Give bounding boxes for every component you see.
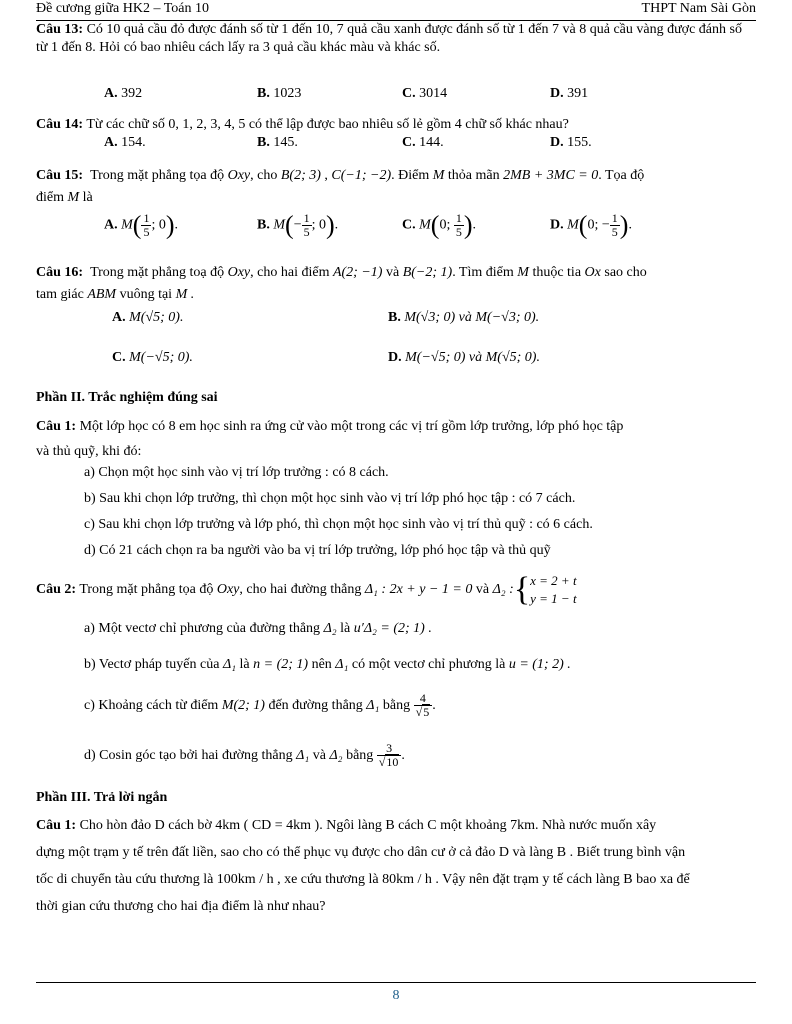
part-2-question-1: Câu 1: Một lớp học có 8 em học sinh ra ứng cử vào một trong các vị trí gồm lớp trưởng, lớp phó học tập và thủ quỹ, khi đó: — [36, 419, 624, 459]
header-school-name: THPT Nam Sài Gòn — [641, 1, 756, 16]
part-2-q2-item-b: b) Vectơ pháp tuyến của Δ₁ là n = (2; 1) nên Δ₁ có một vectơ chỉ phương là u = (1; 2) . — [84, 657, 571, 672]
header-course-title: Đề cương giữa HK2 – Toán 10 — [36, 1, 209, 16]
question-16-option-a[interactable]: A. M(√5; 0). — [112, 310, 184, 325]
part-3-question-1: Câu 1: Cho hòn đảo D cách bờ 4km ( CD = 4km ). Ngôi làng B cách C một khoảng 7km. Nhà nước muốn xây dựng một trạm y tế trên đất liền, sao cho có thể phục vụ được cho dân cư ở cả đảo D và làng B . Biết trung bình vận tốc di chuyển tàu cứu thương là 100km / h , xe cứu thương là 80km / h . Vậy nên đặt trạm y tế cách làng B bao xa để thời gian cứu thương cho hai địa điểm là như nhau? — [36, 818, 690, 914]
page-header — [36, 0, 756, 21]
question-15-option-d[interactable]: D. M(0; − $\frac{1}{5}$ ). — [550, 210, 632, 240]
part-2-q2-item-c: c) Khoảng cách từ điểm M(2; 1) đến đường thẳng Δ₁ bằng $\frac{4}{√5}$ . — [84, 691, 436, 720]
question-14-text: Từ các chữ số 0, 1, 2, 3, 4, 5 có thể lập được bao nhiêu số lẻ gồm 4 chữ số khác nhau? — [86, 117, 569, 132]
question-13-label: Câu 13: — [36, 22, 84, 37]
part-3-title: Phần III. Trả lời ngắn — [36, 790, 168, 805]
question-16-option-b[interactable]: B. M(√3; 0) và M(−√3; 0). — [388, 310, 540, 325]
question-14-label: Câu 14: — [36, 117, 84, 132]
footer-divider — [36, 982, 756, 983]
question-14-option-c[interactable]: C. 144. — [402, 135, 444, 150]
part-2-title: Phần II. Trắc nghiệm đúng sai — [36, 390, 218, 405]
question-13-text: Có 10 quả cầu đỏ được đánh số từ 1 đến 10, 7 quả cầu xanh được đánh số từ 1 đến 7 và 8 quả cầu vàng được đánh số từ 1 đến 8. Hỏi có bao nhiêu cách lấy ra 3 quả cầu khác màu và khác số. — [36, 22, 742, 55]
question-16-label: Câu 16: — [36, 265, 84, 280]
question-16-option-d[interactable]: D. M(−√5; 0) và M(√5; 0). — [388, 350, 540, 365]
question-14-option-b[interactable]: B. 145. — [257, 135, 298, 150]
question-15-label: Câu 15: — [36, 168, 84, 183]
part-2-question-2: Câu 2: Trong mặt phẳng tọa độ Oxy, cho hai đường thẳng Δ₁ : 2x + y − 1 = 0 và Δ₂ :{x = 2 + t y = 1 − t — [36, 570, 577, 608]
question-13-option-b[interactable]: B. 1023 — [257, 86, 302, 101]
question-15-option-c[interactable]: C. M(0; $\frac{1}{5}$ ). — [402, 210, 477, 240]
question-16: Câu 16: Trong mặt phẳng toạ độ Oxy, cho hai điểm A(2; −1) và B(−2; 1). Tìm điểm M thuộc tia Ox sao cho tam giác ABM vuông tại M . — [36, 265, 647, 302]
part-2-q1-item-c: c) Sau khi chọn lớp trưởng và lớp phó, thì chọn một học sinh vào vị trí thủ quỹ : có 6 cách. — [84, 517, 593, 532]
page-number: 8 — [392, 988, 400, 1003]
question-15-option-a[interactable]: A. M( $\frac{1}{5}$ ; 0). — [104, 210, 179, 240]
question-13-option-d[interactable]: D. 391 — [550, 86, 589, 101]
question-15-option-b[interactable]: B. M(− $\frac{1}{5}$ ; 0). — [257, 210, 339, 240]
question-13-option-a[interactable]: A. 392 — [104, 86, 143, 101]
part-2-q2-item-a: a) Một vectơ chỉ phương của đường thẳng Δ₂ là u′Δ₂ = (2; 1) . — [84, 621, 432, 636]
part-2-q1-item-b: b) Sau khi chọn lớp trưởng, thì chọn một học sinh vào vị trí lớp phó học tập : có 7 cách. — [84, 491, 576, 506]
question-15: Câu 15: Trong mặt phẳng tọa độ Oxy, cho B(2; 3) , C(−1; −2). Điểm M thỏa mãn 2MB + 3MC = 0. Tọa độ điểm M là — [36, 168, 645, 205]
part-2-q1-item-d: d) Có 21 cách chọn ra ba người vào ba vị trí lớp trưởng, lớp phó học tập và thủ quỹ — [84, 543, 551, 558]
question-14-option-a[interactable]: A. 154. — [104, 135, 146, 150]
part-2-q1-item-a: a) Chọn một học sinh vào vị trí lớp trưởng : có 8 cách. — [84, 465, 389, 480]
question-16-option-c[interactable]: C. M(−√5; 0). — [112, 350, 193, 365]
question-14 — [36, 115, 756, 134]
question-13-option-c[interactable]: C. 3014 — [402, 86, 448, 101]
part-2-q2-item-d: d) Cosin góc tạo bởi hai đường thẳng Δ₁ và Δ₂ bằng $\frac{3}{√10}$ . — [84, 741, 405, 770]
question-13 — [36, 21, 756, 57]
question-14-option-d[interactable]: D. 155. — [550, 135, 592, 150]
document-page — [36, 0, 756, 1024]
